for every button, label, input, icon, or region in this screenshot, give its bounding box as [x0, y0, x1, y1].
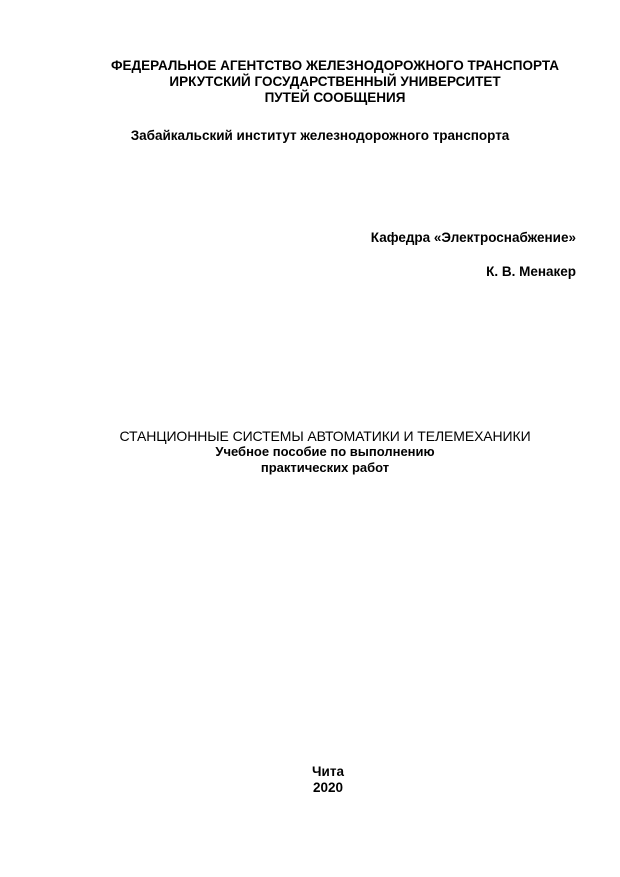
year: 2020	[312, 780, 344, 795]
footer-block	[0, 764, 620, 796]
institute-name: Забайкальский институт железнодорожного транспорта	[130, 128, 510, 143]
university-name-line2: ПУТЕЙ СООБЩЕНИЯ	[264, 90, 406, 105]
document-subtitle-line1: Учебное пособие по выполнению	[215, 444, 435, 459]
author-name: К. В. Менакер	[486, 264, 576, 279]
department-name: Кафедра «Электроснабжение»	[370, 230, 576, 245]
university-name-line1: ИРКУТСКИЙ ГОСУДАРСТВЕННЫЙ УНИВЕРСИТЕТ	[169, 74, 501, 89]
document-title: СТАНЦИОННЫЕ СИСТЕМЫ АВТОМАТИКИ И ТЕЛЕМЕХАНИКИ	[119, 428, 531, 444]
agency-name: ФЕДЕРАЛЬНОЕ АГЕНТСТВО ЖЕЛЕЗНОДОРОЖНОГО ТРАНСПОРТА	[111, 58, 559, 73]
city: Чита	[312, 764, 344, 779]
title-block	[0, 428, 620, 476]
document-subtitle-line2: практических работ	[260, 460, 390, 475]
header-block	[0, 58, 620, 106]
